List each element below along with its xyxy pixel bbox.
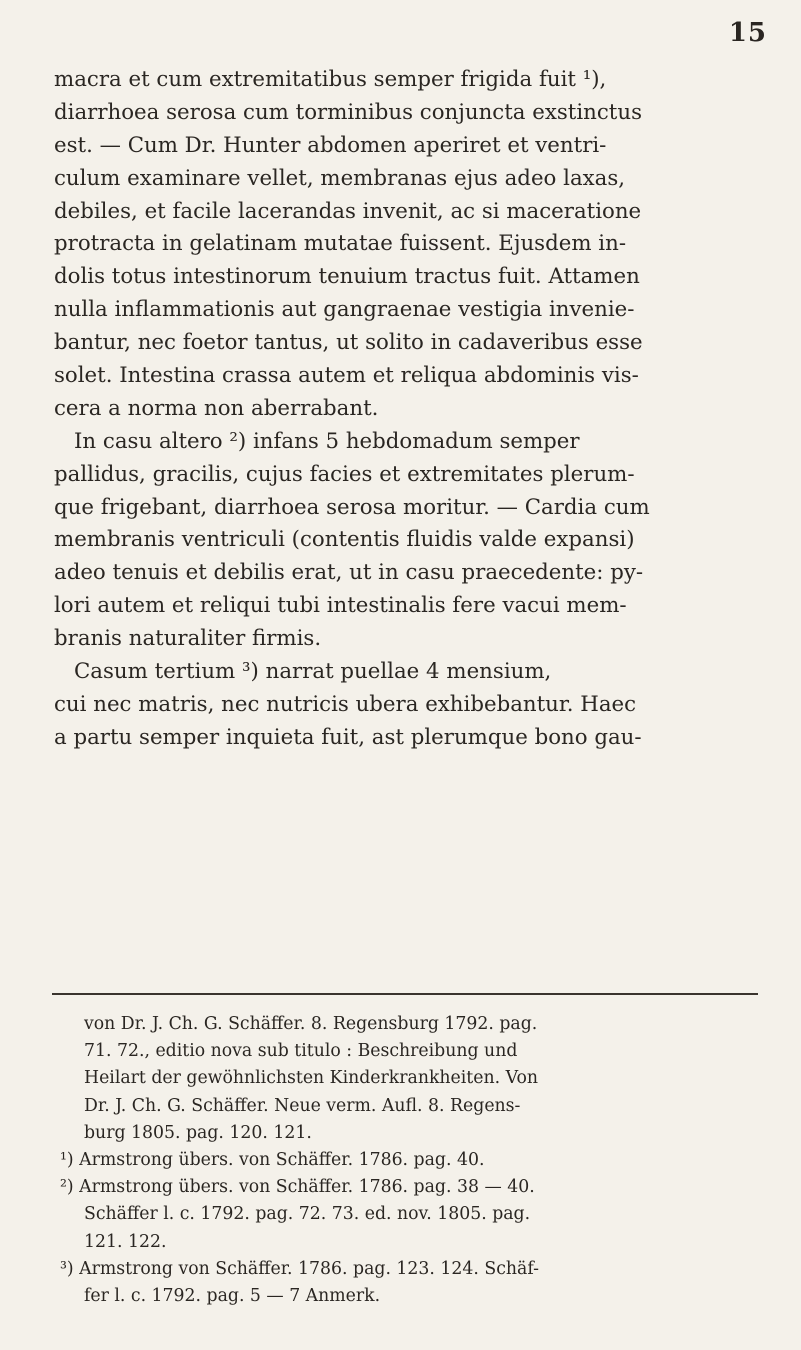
footnote-line: Dr. J. Ch. G. Schäffer. Neue verm. Aufl. 8. Regens- xyxy=(84,1095,521,1116)
footnote-divider xyxy=(52,993,758,995)
footnote-line: ³) Armstrong von Schäffer. 1786. pag. 123. 124. Schäf- xyxy=(60,1258,539,1279)
text-line: est. — Cum Dr. Hunter abdomen aperiret et ventri- xyxy=(54,132,607,158)
footnote-line: fer l. c. 1792. pag. 5 — 7 Anmerk. xyxy=(84,1285,381,1306)
text-line: Casum tertium ³) narrat puellae 4 mensium, xyxy=(74,659,552,685)
text-line: protracta in gelatinam mutatae fuissent. Ejusdem in- xyxy=(54,231,627,257)
footnote-line: burg 1805. pag. 120. 121. xyxy=(84,1122,312,1143)
text-line: solet. Intestina crassa autem et reliqua abdominis vis- xyxy=(54,363,639,389)
text-line: pallidus, gracilis, cujus facies et extremitates plerum- xyxy=(54,461,635,487)
footnote-line: Heilart der gewöhnlichsten Kinderkrankheiten. Von xyxy=(84,1068,539,1089)
text-line: macra et cum extremitatibus semper frigida fuit ¹), xyxy=(54,67,607,92)
text-line: a partu semper inquieta fuit, ast plerumque bono gau- xyxy=(54,724,642,750)
footnotes xyxy=(60,1011,760,1310)
footnote-line: 71. 72., editio nova sub titulo : Beschreibung und xyxy=(84,1041,518,1062)
text-line: que frigebant, diarrhoea serosa moritur. — Cardia cum xyxy=(54,494,650,520)
footnote-line: Schäffer l. c. 1792. pag. 72. 73. ed. nov. 1805. pag. xyxy=(84,1204,531,1225)
footnote-line: 121. 122. xyxy=(84,1231,167,1252)
main-text xyxy=(54,64,760,755)
text-line: cui nec matris, nec nutricis ubera exhibebantur. Haec xyxy=(54,691,637,717)
page-number: 15 xyxy=(728,18,767,48)
text-line: cera a norma non aberrabant. xyxy=(54,395,379,421)
text-line: debiles, et facile lacerandas invenit, ac si maceratione xyxy=(54,198,642,224)
text-line: lori autem et reliqui tubi intestinalis fere vacui mem- xyxy=(54,593,627,619)
text-line: branis naturaliter firmis. xyxy=(54,626,322,652)
footnote-line: ²) Armstrong übers. von Schäffer. 1786. pag. 38 — 40. xyxy=(60,1177,535,1198)
footnote-line: von Dr. J. Ch. G. Schäffer. 8. Regensburg 1792. pag. xyxy=(84,1014,538,1034)
text-line: In casu altero ²) infans 5 hebdomadum semper xyxy=(74,428,580,454)
text-line: culum examinare vellet, membranas ejus adeo laxas, xyxy=(54,165,626,191)
text-line: membranis ventriculi (contentis fluidis valde expansi) xyxy=(54,527,635,553)
text-line: adeo tenuis et debilis erat, ut in casu praecedente: py- xyxy=(54,560,644,586)
text-line: dolis totus intestinorum tenuium tractus fuit. Attamen xyxy=(54,264,640,290)
text-line: diarrhoea serosa cum torminibus conjuncta exstinctus xyxy=(54,99,643,125)
text-line: bantur, nec foetor tantus, ut solito in cadaveribus esse xyxy=(54,330,643,356)
footnote-line: ¹) Armstrong übers. von Schäffer. 1786. pag. 40. xyxy=(60,1149,485,1170)
text-line: nulla inflammationis aut gangraenae vestigia invenie- xyxy=(54,297,635,323)
